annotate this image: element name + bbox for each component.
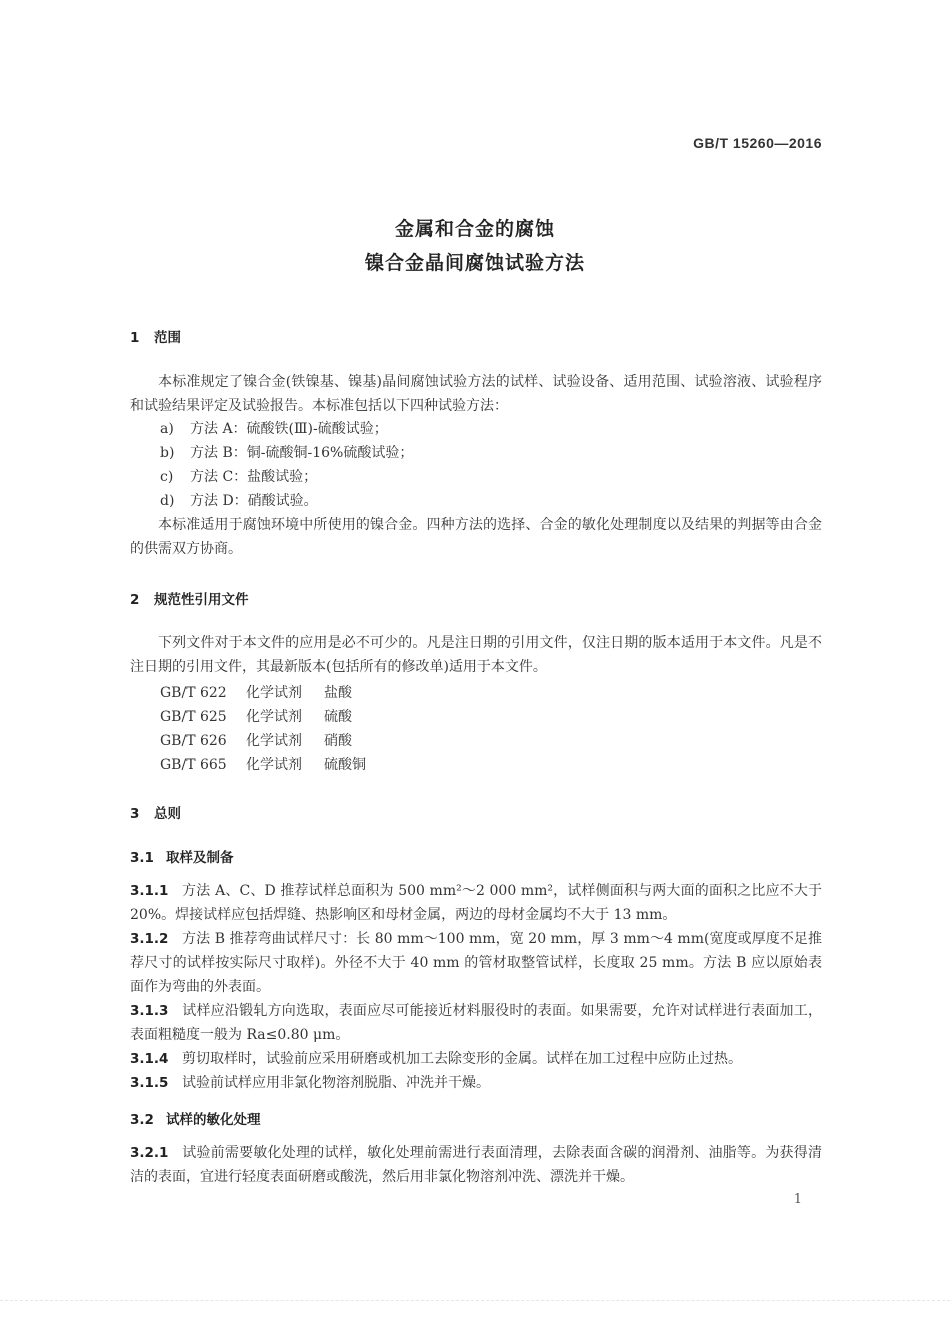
clause-number: 3.1.3 xyxy=(130,1003,169,1019)
clause-text: 方法 A、C、D 推荐试样总面积为 500 mm²～2 000 mm²，试样侧面积与两大面的面积之比应不大于 20%。焊接试样应包括焊缝、热影响区和母材金属，两边的母材金属均不大于 13 mm。 xyxy=(130,883,822,923)
list-item-text: 方法 D：硝酸试验。 xyxy=(190,493,318,509)
clause-text: 试验前需要敏化处理的试样，敏化处理前需进行表面清理，去除表面含碳的润滑剂、油脂等。为获得清洁的表面，宜进行轻度表面研磨或酸洗，然后用非氯化物溶剂冲洗、漂洗并干燥。 xyxy=(130,1145,822,1185)
clause-number: 3.1.5 xyxy=(130,1075,169,1091)
reference-name: 硫酸 xyxy=(324,709,352,725)
subsection-title: 试样的敏化处理 xyxy=(166,1112,261,1128)
section-1-intro-paragraph: 本标准规定了镍合金(铁镍基、镍基)晶间腐蚀试验方法的试样、试验设备、适用范围、试验溶液、试验程序和试验结果评定及试验报告。本标准包括以下四种试验方法： xyxy=(130,374,822,414)
clause-3-1-4 xyxy=(130,1047,822,1071)
subsection-3-1-heading xyxy=(130,846,234,866)
subsection-number: 3.1 xyxy=(130,850,154,866)
section-number: 2 xyxy=(130,592,140,608)
list-marker: c) xyxy=(160,469,174,485)
reference-name: 硝酸 xyxy=(324,733,352,749)
section-3-heading xyxy=(130,802,181,822)
clause-3-2-1 xyxy=(130,1141,822,1189)
section-title: 范围 xyxy=(154,330,181,346)
reference-code: GB/T 625 xyxy=(160,709,227,725)
list-item-text: 方法 C：盐酸试验； xyxy=(190,469,318,485)
reference-row xyxy=(160,682,352,702)
reference-name: 硫酸铜 xyxy=(324,757,366,773)
standard-number: GB/T 15260—2016 xyxy=(693,135,822,151)
clause-text: 方法 B 推荐弯曲试样尺寸：长 80 mm～100 mm，宽 20 mm，厚 3 mm～4 mm(宽度或厚度不足推荐尺寸的试样按实际尺寸取样)。外径不大于 40 mm 的管材取整管试样，长度取 25 mm。方法 B 应以原始表面作为弯曲的外表面。 xyxy=(130,931,822,995)
section-title: 规范性引用文件 xyxy=(154,592,249,608)
reference-category: 化学试剂 xyxy=(246,709,302,725)
clause-number: 3.1.2 xyxy=(130,931,169,947)
reference-code: GB/T 622 xyxy=(160,685,227,701)
list-item-text: 方法 B：铜-硫酸铜-16%硫酸试验； xyxy=(190,445,414,461)
section-1-heading xyxy=(130,326,181,346)
document-title-line-1: 金属和合金的腐蚀 xyxy=(394,218,555,240)
clause-number: 3.1.1 xyxy=(130,883,169,899)
section-2-intro-paragraph: 下列文件对于本文件的应用是必不可少的。凡是注日期的引用文件，仅注日期的版本适用于本文件。凡是不注日期的引用文件，其最新版本(包括所有的修改单)适用于本文件。 xyxy=(130,635,822,675)
clause-3-1-5 xyxy=(130,1071,822,1095)
clause-text: 剪切取样时，试验前应采用研磨或机加工去除变形的金属。试样在加工过程中应防止过热。 xyxy=(182,1051,742,1067)
list-marker: a) xyxy=(160,421,174,437)
section-2-heading xyxy=(130,588,249,608)
clause-3-1-1 xyxy=(130,879,822,927)
list-item-text: 方法 A：硫酸铁(Ⅲ)-硫酸试验； xyxy=(190,421,388,437)
section-number: 3 xyxy=(130,806,140,822)
reference-code: GB/T 665 xyxy=(160,757,227,773)
reference-row xyxy=(160,706,352,726)
list-item xyxy=(160,418,388,438)
page-bottom-divider xyxy=(0,1300,950,1301)
reference-row xyxy=(160,754,366,774)
clause-text: 试验前试样应用非氯化物溶剂脱脂、冲洗并干燥。 xyxy=(182,1075,490,1091)
clause-number: 3.1.4 xyxy=(130,1051,169,1067)
clause-3-1-3 xyxy=(130,999,822,1047)
subsection-3-2-heading xyxy=(130,1108,261,1128)
clause-3-1-2 xyxy=(130,927,822,999)
list-marker: d) xyxy=(160,493,175,509)
reference-category: 化学试剂 xyxy=(246,685,302,701)
document-title-line-2: 镍合金晶间腐蚀试验方法 xyxy=(364,252,585,274)
list-item xyxy=(160,466,317,486)
clause-number: 3.2.1 xyxy=(130,1145,169,1161)
page-number: 1 xyxy=(793,1192,802,1207)
reference-category: 化学试剂 xyxy=(246,733,302,749)
subsection-number: 3.2 xyxy=(130,1112,154,1128)
list-item xyxy=(160,490,318,510)
reference-row xyxy=(160,730,352,750)
section-number: 1 xyxy=(130,330,140,346)
list-item xyxy=(160,442,413,462)
clause-text: 试样应沿锻轧方向选取，表面应尽可能接近材料服役时的表面。如果需要，允许对试样进行表面加工，表面粗糙度一般为 Ra≤0.80 μm。 xyxy=(130,1003,822,1043)
reference-category: 化学试剂 xyxy=(246,757,302,773)
section-title: 总则 xyxy=(154,806,181,822)
reference-code: GB/T 626 xyxy=(160,733,227,749)
list-marker: b) xyxy=(160,445,175,461)
section-1-closing-paragraph: 本标准适用于腐蚀环境中所使用的镍合金。四种方法的选择、合金的敏化处理制度以及结果的判据等由合金的供需双方协商。 xyxy=(130,517,822,557)
reference-name: 盐酸 xyxy=(324,685,352,701)
subsection-title: 取样及制备 xyxy=(166,850,234,866)
